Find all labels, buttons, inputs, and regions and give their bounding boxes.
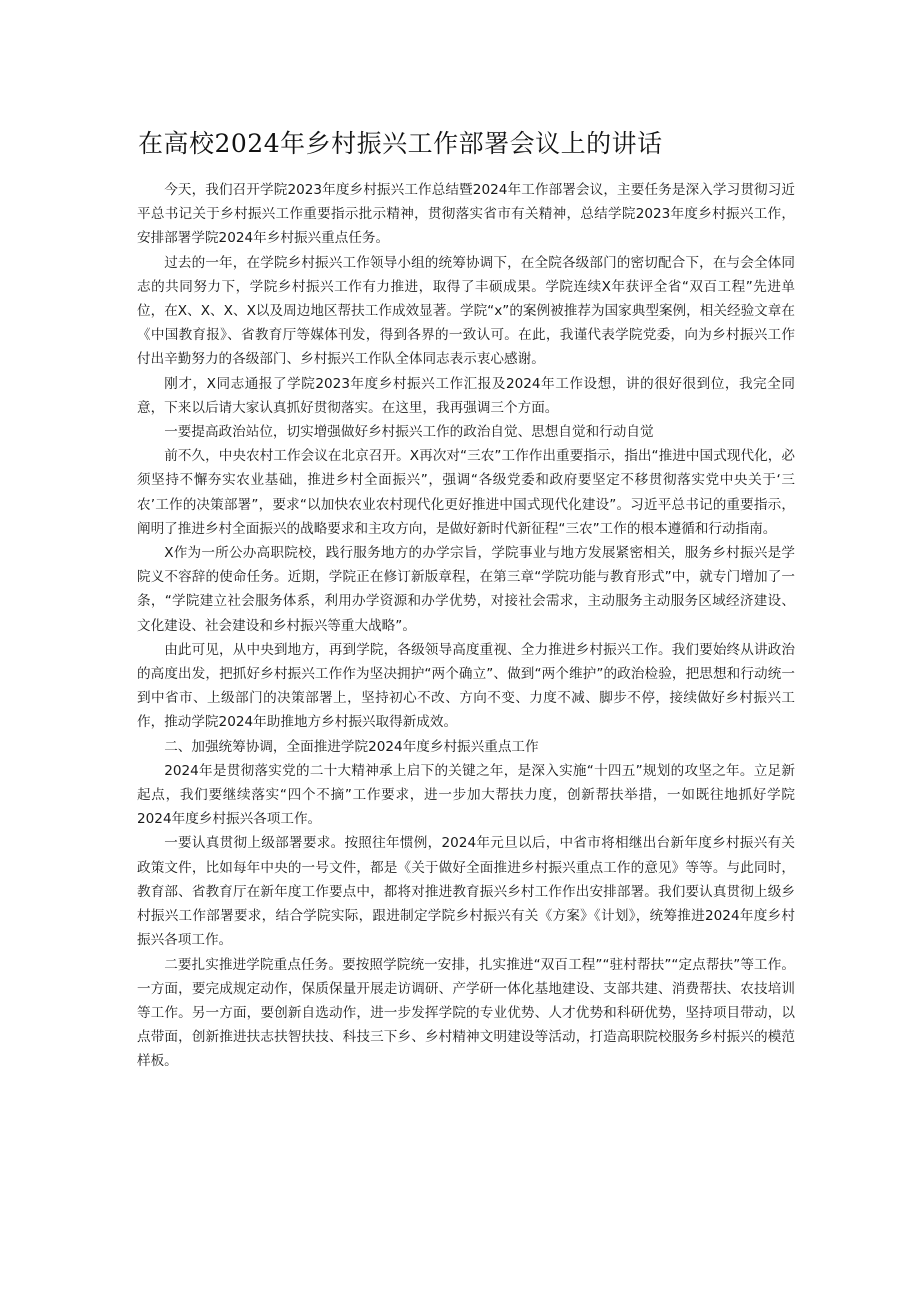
paragraph: 过去的一年，在学院乡村振兴工作领导小组的统筹协调下，在全院各级部门的密切配合下，在与会全体同志的共同努力下，学院乡村振兴工作有力推进，取得了丰硕成果。学院连续X年获评全省“双百工程”先进单位，在X、X、X、X以及周边地区帮扶工作成效显著。学院“x”的案例被推荐为国家典型案例，相关经验文章在《中国教育报》、省教育厅等媒体刊发，得到各界的一致认可。在此，我谨代表学院党委，向为乡村振兴工作付出辛勤努力的各级部门、乡村振兴工作队全体同志表示衷心感谢。 [137, 254, 795, 368]
paragraph: 刚才，X同志通报了学院2023年度乡村振兴工作汇报及2024年工作设想，讲的很好很到位，我完全同意，下来以后请大家认真抓好贯彻落实。在这里，我再强调三个方面。 [137, 375, 795, 416]
document-title: 在高校2024年乡村振兴工作部署会议上的讲话 [138, 129, 663, 158]
section-heading: 二、加强统筹协调，全面推进学院2024年度乡村振兴重点工作 [164, 738, 539, 755]
paragraph: 二要扎实推进学院重点任务。要按照学院统一安排，扎实推进“双百工程”“驻村帮扶”“定点帮扶”等工作。一方面，要完成规定动作，保质保量开展走访调研、产学研一体化基地建设、支部共建、消费帮扶、农技培训等工作。另一方面，要创新自选动作，进一步发挥学院的专业优势、人才优势和科研优势，坚持项目带动，以点带面，创新推进扶志扶智扶技、科技三下乡、乡村精神文明建设等活动，打造高职院校服务乡村振兴的模范样板。 [137, 956, 795, 1070]
paragraph: 今天，我们召开学院2023年度乡村振兴工作总结暨2024年工作部署会议，主要任务是深入学习贯彻习近平总书记关于乡村振兴工作重要指示批示精神，贯彻落实省市有关精神，总结学院2023年度乡村振兴工作，安排部署学院2024年乡村振兴重点任务。 [137, 182, 795, 247]
paragraph: 2024年是贯彻落实党的二十大精神承上启下的关键之年，是深入实施“十四五”规划的攻坚之年。立足新起点，我们要继续落实“四个不摘”工作要求，进一步加大帮扶力度，创新帮扶举措，一如既往地抓好学院2024年度乡村振兴各项工作。 [137, 762, 795, 828]
paragraph: 前不久，中央农村工作会议在北京召开。X再次对“三农”工作作出重要指示，指出“推进中国式现代化，必须坚持不懈夯实农业基础，推进乡村全面振兴”，强调“各级党委和政府要坚定不移贯彻落实党中央关于‘三农’工作的决策部署”，要求“以加快农业农村现代化更好推进中国式现代化建设”。习近平总书记的重要指示，阐明了推进乡村全面振兴的战略要求和主攻方向，是做好新时代新征程“三农”工作的根本遵循和行动指南。 [137, 448, 795, 537]
paragraph: X作为一所公办高职院校，践行服务地方的办学宗旨，学院事业与地方发展紧密相关，服务乡村振兴是学院义不容辞的使命任务。近期，学院正在修订新版章程，在第三章“学院功能与教育形式”中，就专门增加了一条，“学院建立社会服务体系，利用办学资源和办学优势，对接社会需求，主动服务主动服务区域经济建设、文化建设、社会建设和乡村振兴等重大战略”。 [137, 545, 795, 634]
document-body [137, 178, 795, 1074]
paragraph: 由此可见，从中央到地方，再到学院，各级领导高度重视、全力推进乡村振兴工作。我们要始终从讲政治的高度出发，把抓好乡村振兴工作作为坚决拥护“两个确立”、做到“两个维护”的政治检验，把思想和行动统一到中省市、上级部门的决策部署上，坚持初心不改、方向不变、力度不减、脚步不停，接续做好乡村振兴工作，推动学院2024年助推地方乡村振兴取得新成效。 [137, 641, 795, 731]
section-heading: 一要提高政治站位，切实增强做好乡村振兴工作的政治自觉、思想自觉和行动自觉 [164, 424, 654, 441]
paragraph: 一要认真贯彻上级部署要求。按照往年惯例，2024年元旦以后，中省市将相继出台新年度乡村振兴有关政策文件，比如每年中央的一号文件，都是《关于做好全面推进乡村振兴重点工作的意见》等等。与此同时，教育部、省教育厅在新年度工作要点中，都将对推进教育振兴乡村工作作出安排部署。我们要认真贯彻上级乡村振兴工作部署要求，结合学院实际，跟进制定学院乡村振兴有关《方案》《计划》，统筹推进2024年度乡村振兴各项工作。 [137, 835, 795, 949]
